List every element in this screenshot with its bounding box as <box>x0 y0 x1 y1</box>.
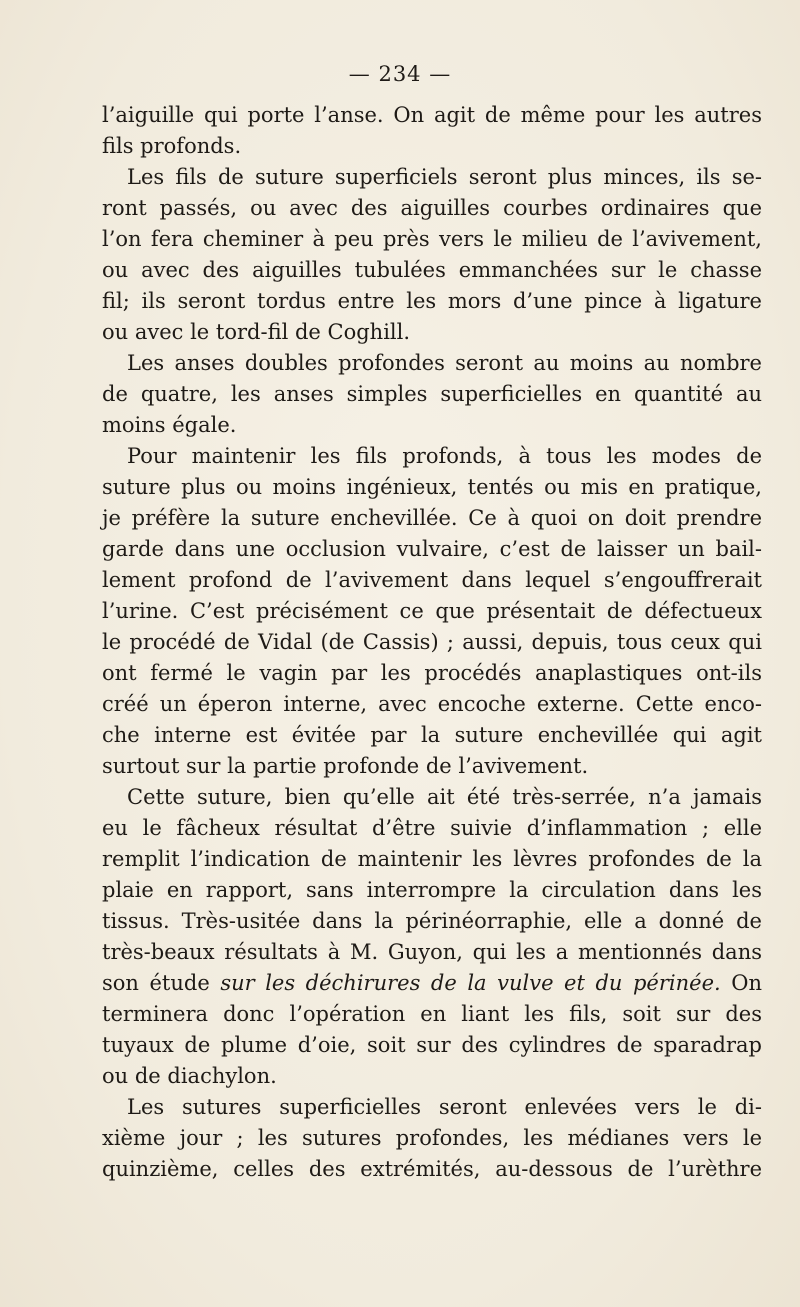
text-line: Les anses doubles profondes seront au moins au nombre <box>127 351 762 375</box>
text-line: garde dans une occlusion vulvaire, c’est de laisser un bail- <box>102 537 762 561</box>
text-segment: son étude <box>102 971 221 995</box>
text-line: fil; ils seront tordus entre les mors d’une pince à ligature <box>102 289 762 313</box>
text-line: je préfère la suture enchevillée. Ce à quoi on doit prendre <box>102 506 762 530</box>
text-line: très-beaux résultats à M. Guyon, qui les a mentionnés dans <box>102 940 762 964</box>
text-line: l’aiguille qui porte l’anse. On agit de même pour les autres <box>102 103 762 127</box>
text-line: tuyaux de plume d’oie, soit sur des cylindres de sparadrap <box>102 1033 762 1057</box>
text-line: che interne est évitée par la suture enchevillée qui agit <box>102 723 762 747</box>
text-line: plaie en rapport, sans interrompre la circulation dans les <box>102 878 762 902</box>
text-line: xième jour ; les sutures profondes, les médianes vers le <box>102 1126 762 1150</box>
text-line: Pour maintenir les fils profonds, à tous les modes de <box>127 444 762 468</box>
text-line: Les fils de suture superficiels seront plus minces, ils se- <box>127 165 762 189</box>
text-line: créé un éperon interne, avec encoche externe. Cette enco- <box>102 692 762 716</box>
text-line: ou avec des aiguilles tubulées emmanchées sur le chasse <box>102 258 762 282</box>
text-line: Les sutures superficielles seront enlevées vers le di- <box>127 1095 762 1119</box>
text-line: remplit l’indication de maintenir les lèvres profondes de la <box>102 847 762 871</box>
text-line: terminera donc l’opération en liant les fils, soit sur des <box>102 1002 762 1026</box>
text-line: lement profond de l’avivement dans lequel s’engouffrerait <box>102 568 762 592</box>
text-line: suture plus ou moins ingénieux, tentés ou mis en pratique, <box>102 475 762 499</box>
text-segment: On <box>731 971 762 995</box>
text-line: tissus. Très-usitée dans la périnéorraphie, elle a donné de <box>102 909 762 933</box>
text-line: l’on fera cheminer à peu près vers le milieu de l’avivement, <box>102 227 762 251</box>
text-line: ront passés, ou avec des aiguilles courbes ordinaires que <box>102 196 762 220</box>
text-line: eu le fâcheux résultat d’être suivie d’inflammation ; elle <box>102 816 762 840</box>
text-line: ou avec le tord-fil de Coghill. <box>102 320 411 344</box>
text-line: Cette suture, bien qu’elle ait été très-serrée, n’a jamais <box>127 785 762 809</box>
text-line: le procédé de Vidal (de Cassis) ; aussi, depuis, tous ceux qui <box>102 630 762 654</box>
text-line: moins égale. <box>102 413 237 437</box>
text-line: ont fermé le vagin par les procédés anaplastiques ont-ils <box>102 661 762 685</box>
page-number: — 234 — <box>348 62 452 86</box>
italic-book-title: sur les déchirures de la vulve et du périnée. <box>220 971 721 995</box>
text-line: fils profonds. <box>102 134 242 158</box>
text-line: ou de diachylon. <box>102 1064 277 1088</box>
text-line: quinzième, celles des extrémités, au-dessous de l’urèthre <box>102 1157 762 1181</box>
text-line: l’urine. C’est précisément ce que présentait de défectueux <box>102 599 762 623</box>
text-line: surtout sur la partie profonde de l’avivement. <box>102 754 589 778</box>
text-line: de quatre, les anses simples superficielles en quantité au <box>102 382 762 406</box>
text-line-with-italic-title <box>102 968 762 998</box>
